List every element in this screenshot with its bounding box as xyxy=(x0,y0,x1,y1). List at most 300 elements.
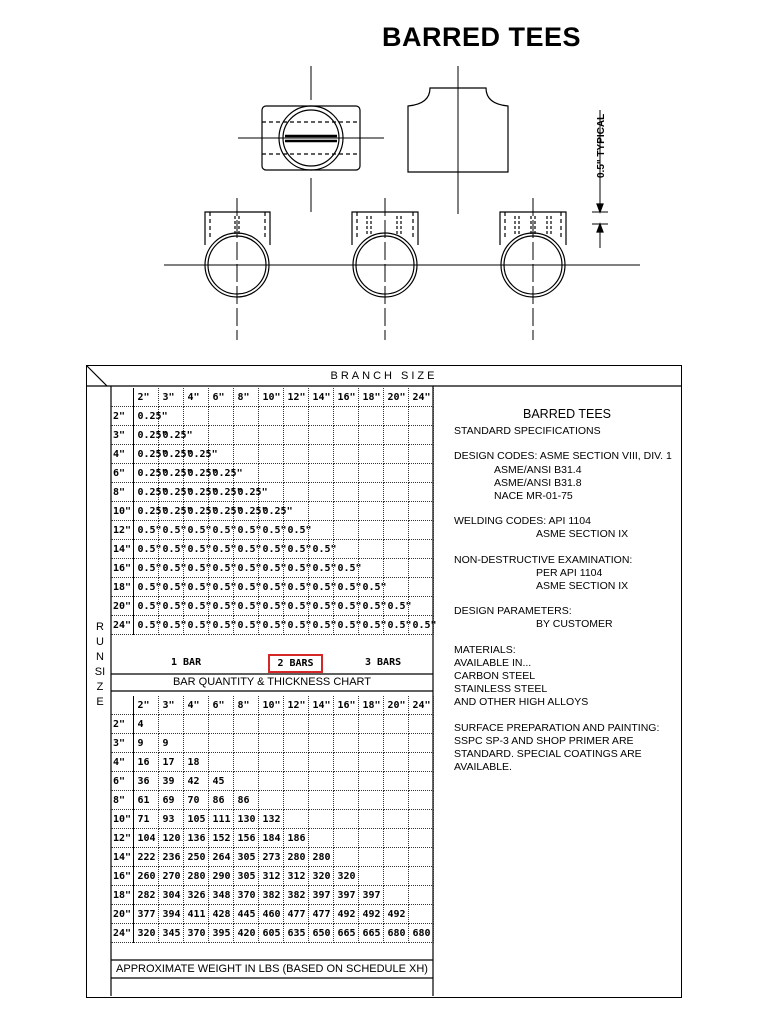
thickness-empty-cell xyxy=(358,502,383,521)
thickness-empty-cell xyxy=(333,464,358,483)
weight-empty-cell xyxy=(283,810,308,829)
weight-empty-cell xyxy=(408,791,433,810)
thickness-branch-size: 10" xyxy=(258,388,283,407)
thickness-cell: 0.25" xyxy=(208,483,233,502)
weight-branch-size: 18" xyxy=(358,696,383,715)
thickness-cell: 0.5" xyxy=(158,559,183,578)
weight-empty-cell xyxy=(383,867,408,886)
thickness-empty-cell xyxy=(408,559,433,578)
thickness-empty-cell xyxy=(308,426,333,445)
thickness-cell: 0.5" xyxy=(283,616,308,635)
weight-empty-cell xyxy=(408,772,433,791)
spec-title: BARRED TEES xyxy=(523,407,611,421)
weight-row xyxy=(111,867,433,886)
spec-notes xyxy=(454,386,680,786)
weight-cell: 290 xyxy=(208,867,233,886)
typical-note: 0.5" TYPICAL xyxy=(596,113,607,178)
weight-empty-cell xyxy=(358,715,383,734)
thickness-cell: 0.5" xyxy=(233,578,258,597)
thickness-empty-cell xyxy=(383,407,408,426)
weight-branch-size: 4" xyxy=(183,696,208,715)
thickness-cell: 0.5" xyxy=(258,540,283,559)
weight-corner xyxy=(111,696,133,715)
thickness-branch-size: 16" xyxy=(333,388,358,407)
weight-cell: 222 xyxy=(133,848,158,867)
thickness-cell: 0.5" xyxy=(283,597,308,616)
thickness-empty-cell xyxy=(333,502,358,521)
weight-empty-cell xyxy=(233,734,258,753)
thickness-empty-cell xyxy=(183,407,208,426)
thickness-empty-cell xyxy=(408,578,433,597)
weight-cell: 104 xyxy=(133,829,158,848)
thickness-caption: BAR QUANTITY & THICKNESS CHART xyxy=(172,676,372,688)
thickness-run-size: 20" xyxy=(111,597,133,616)
weight-empty-cell xyxy=(383,734,408,753)
thickness-branch-size: 20" xyxy=(383,388,408,407)
weight-cell: 18 xyxy=(183,753,208,772)
thickness-cell: 0.5" xyxy=(258,578,283,597)
thickness-branch-size: 4" xyxy=(183,388,208,407)
weight-cell: 370 xyxy=(233,886,258,905)
thickness-cell: 0.5" xyxy=(158,540,183,559)
thickness-row xyxy=(111,483,433,502)
thickness-cell: 0.5" xyxy=(333,559,358,578)
weight-cell: 105 xyxy=(183,810,208,829)
weight-cell: 312 xyxy=(258,867,283,886)
thickness-cell: 0.5" xyxy=(358,597,383,616)
thickness-empty-cell xyxy=(408,445,433,464)
thickness-cell: 0.5" xyxy=(283,540,308,559)
thickness-run-size: 8" xyxy=(111,483,133,502)
thickness-empty-cell xyxy=(233,426,258,445)
weight-empty-cell xyxy=(383,772,408,791)
weight-empty-cell xyxy=(333,829,358,848)
weight-empty-cell xyxy=(308,715,333,734)
weight-cell: 477 xyxy=(308,905,333,924)
thickness-branch-size: 24" xyxy=(408,388,433,407)
weight-cell: 605 xyxy=(258,924,283,943)
bar-count-1: 1 BAR xyxy=(171,657,202,668)
thickness-empty-cell xyxy=(258,445,283,464)
weight-empty-cell xyxy=(333,772,358,791)
design-codes: DESIGN CODES: ASME SECTION VIII, DIV. 1 ASME/ANSI B31.4 ASME/ANSI B31.8 NACE MR-01-75 xyxy=(454,450,672,503)
weight-cell: 680 xyxy=(408,924,433,943)
weight-branch-size: 24" xyxy=(408,696,433,715)
weight-run-size: 18" xyxy=(111,886,133,905)
weight-empty-cell xyxy=(233,772,258,791)
branch-size-header: BRANCH SIZE xyxy=(330,370,438,382)
weight-empty-cell xyxy=(283,791,308,810)
weight-cell: 250 xyxy=(183,848,208,867)
thickness-corner xyxy=(111,388,133,407)
weight-cell: 184 xyxy=(258,829,283,848)
thickness-cell: 0.5" xyxy=(133,521,158,540)
thickness-empty-cell xyxy=(233,445,258,464)
weight-branch-size: 8" xyxy=(233,696,258,715)
weight-empty-cell xyxy=(283,753,308,772)
standard-specs: STANDARD SPECIFICATIONS xyxy=(454,425,601,438)
weight-empty-cell xyxy=(408,867,433,886)
weight-cell: 132 xyxy=(258,810,283,829)
thickness-cell: 0.5" xyxy=(308,540,333,559)
thickness-cell: 0.5" xyxy=(283,521,308,540)
end-view-3-bars xyxy=(500,198,566,340)
thickness-cell: 0.25" xyxy=(133,464,158,483)
weight-cell: 61 xyxy=(133,791,158,810)
weight-table xyxy=(111,696,434,943)
thickness-cell: 0.5" xyxy=(158,616,183,635)
weight-cell: 36 xyxy=(133,772,158,791)
thickness-row xyxy=(111,502,433,521)
bar-count-2: 2 BARS xyxy=(268,654,323,673)
weight-empty-cell xyxy=(283,715,308,734)
thickness-cell: 0.25" xyxy=(133,445,158,464)
thickness-cell: 0.5" xyxy=(183,559,208,578)
thickness-cell: 0.5" xyxy=(133,559,158,578)
thickness-empty-cell xyxy=(383,559,408,578)
thickness-empty-cell xyxy=(308,483,333,502)
weight-run-size: 3" xyxy=(111,734,133,753)
weight-cell: 280 xyxy=(183,867,208,886)
weight-cell: 264 xyxy=(208,848,233,867)
weight-empty-cell xyxy=(358,753,383,772)
thickness-cell: 0.5" xyxy=(308,616,333,635)
thickness-row xyxy=(111,426,433,445)
thickness-cell: 0.25" xyxy=(183,483,208,502)
weight-cell: 93 xyxy=(158,810,183,829)
thickness-run-size: 2" xyxy=(111,407,133,426)
thickness-empty-cell xyxy=(383,578,408,597)
weight-row xyxy=(111,905,433,924)
weight-row xyxy=(111,810,433,829)
weight-empty-cell xyxy=(333,810,358,829)
weight-row xyxy=(111,772,433,791)
thickness-empty-cell xyxy=(283,445,308,464)
thickness-cell: 0.5" xyxy=(208,616,233,635)
thickness-cell: 0.5" xyxy=(383,597,408,616)
weight-empty-cell xyxy=(408,848,433,867)
thickness-cell: 0.5" xyxy=(233,597,258,616)
thickness-empty-cell xyxy=(333,483,358,502)
weight-run-size: 20" xyxy=(111,905,133,924)
thickness-cell: 0.25" xyxy=(158,483,183,502)
thickness-cell: 0.25" xyxy=(233,502,258,521)
thickness-cell: 0.5" xyxy=(233,559,258,578)
thickness-empty-cell xyxy=(308,464,333,483)
thickness-cell: 0.5" xyxy=(358,578,383,597)
weight-empty-cell xyxy=(308,810,333,829)
thickness-empty-cell xyxy=(358,521,383,540)
weight-cell: 280 xyxy=(308,848,333,867)
weight-empty-cell xyxy=(408,810,433,829)
weight-cell: 320 xyxy=(308,867,333,886)
weight-cell: 136 xyxy=(183,829,208,848)
bar-count-3: 3 BARS xyxy=(365,657,402,668)
thickness-cell: 0.5" xyxy=(133,616,158,635)
weight-empty-cell xyxy=(358,810,383,829)
weight-cell: 130 xyxy=(233,810,258,829)
thickness-run-size: 10" xyxy=(111,502,133,521)
thickness-cell: 0.5" xyxy=(333,578,358,597)
weight-cell: 326 xyxy=(183,886,208,905)
thickness-cell: 0.5" xyxy=(358,616,383,635)
weight-cell: 397 xyxy=(333,886,358,905)
weight-cell: 120 xyxy=(158,829,183,848)
thickness-run-size: 18" xyxy=(111,578,133,597)
weight-cell: 370 xyxy=(183,924,208,943)
thickness-cell: 0.5" xyxy=(183,578,208,597)
thickness-empty-cell xyxy=(408,426,433,445)
weight-cell: 305 xyxy=(233,848,258,867)
thickness-header-row xyxy=(111,388,433,407)
weight-cell: 304 xyxy=(158,886,183,905)
weight-cell: 69 xyxy=(158,791,183,810)
weight-cell: 492 xyxy=(383,905,408,924)
thickness-cell: 0.25" xyxy=(158,502,183,521)
weight-cell: 270 xyxy=(158,867,183,886)
weight-cell: 280 xyxy=(283,848,308,867)
thickness-empty-cell xyxy=(358,407,383,426)
weight-empty-cell xyxy=(358,829,383,848)
thickness-cell: 0.5" xyxy=(283,578,308,597)
weight-empty-cell xyxy=(383,791,408,810)
weight-cell: 186 xyxy=(283,829,308,848)
thickness-empty-cell xyxy=(283,464,308,483)
thickness-row xyxy=(111,559,433,578)
thickness-cell: 0.5" xyxy=(258,521,283,540)
thickness-empty-cell xyxy=(283,483,308,502)
thickness-empty-cell xyxy=(358,445,383,464)
side-view xyxy=(388,66,508,214)
weight-cell: 312 xyxy=(283,867,308,886)
weight-cell: 70 xyxy=(183,791,208,810)
weight-header-row xyxy=(111,696,433,715)
thickness-empty-cell xyxy=(383,521,408,540)
thickness-cell: 0.5" xyxy=(158,578,183,597)
weight-cell: 42 xyxy=(183,772,208,791)
thickness-run-size: 16" xyxy=(111,559,133,578)
thickness-empty-cell xyxy=(383,540,408,559)
thickness-row xyxy=(111,464,433,483)
weight-cell: 4 xyxy=(133,715,158,734)
thickness-branch-size: 18" xyxy=(358,388,383,407)
weight-run-size: 6" xyxy=(111,772,133,791)
thickness-cell: 0.5" xyxy=(208,559,233,578)
thickness-empty-cell xyxy=(383,502,408,521)
weight-cell: 152 xyxy=(208,829,233,848)
weight-branch-size: 2" xyxy=(133,696,158,715)
thickness-branch-size: 2" xyxy=(133,388,158,407)
weight-empty-cell xyxy=(358,734,383,753)
weight-cell: 9 xyxy=(133,734,158,753)
thickness-cell: 0.5" xyxy=(208,540,233,559)
thickness-empty-cell xyxy=(358,464,383,483)
weight-run-size: 10" xyxy=(111,810,133,829)
thickness-empty-cell xyxy=(208,407,233,426)
weight-run-size: 14" xyxy=(111,848,133,867)
weight-cell: 477 xyxy=(283,905,308,924)
design-parameters: DESIGN PARAMETERS: BY CUSTOMER xyxy=(454,605,613,631)
weight-cell: 345 xyxy=(158,924,183,943)
weight-empty-cell xyxy=(333,753,358,772)
weight-empty-cell xyxy=(383,715,408,734)
thickness-empty-cell xyxy=(333,426,358,445)
weight-cell: 382 xyxy=(283,886,308,905)
weight-caption: APPROXIMATE WEIGHT IN LBS (BASED ON SCHEDULE XH) xyxy=(116,963,428,975)
thickness-cell: 0.25" xyxy=(183,445,208,464)
thickness-empty-cell xyxy=(383,445,408,464)
weight-cell: 71 xyxy=(133,810,158,829)
thickness-branch-size: 3" xyxy=(158,388,183,407)
weight-empty-cell xyxy=(308,753,333,772)
thickness-empty-cell xyxy=(358,540,383,559)
weight-cell: 320 xyxy=(333,867,358,886)
thickness-empty-cell xyxy=(383,464,408,483)
weight-cell: 39 xyxy=(158,772,183,791)
weight-empty-cell xyxy=(183,734,208,753)
thickness-cell: 0.25" xyxy=(133,407,158,426)
thickness-branch-size: 14" xyxy=(308,388,333,407)
weight-cell: 273 xyxy=(258,848,283,867)
thickness-cell: 0.5" xyxy=(233,521,258,540)
weight-empty-cell xyxy=(258,734,283,753)
plan-view xyxy=(238,66,384,212)
weight-cell: 665 xyxy=(358,924,383,943)
thickness-empty-cell xyxy=(408,597,433,616)
thickness-empty-cell xyxy=(308,502,333,521)
thickness-cell: 0.5" xyxy=(258,616,283,635)
thickness-table xyxy=(111,388,437,635)
weight-empty-cell xyxy=(383,886,408,905)
thickness-cell: 0.5" xyxy=(208,578,233,597)
weight-cell: 9 xyxy=(158,734,183,753)
weight-row xyxy=(111,848,433,867)
thickness-cell: 0.5" xyxy=(283,559,308,578)
thickness-empty-cell xyxy=(208,426,233,445)
weight-cell: 420 xyxy=(233,924,258,943)
weight-empty-cell xyxy=(158,715,183,734)
barred-tee-drawing xyxy=(0,0,768,360)
weight-empty-cell xyxy=(308,829,333,848)
weight-cell: 156 xyxy=(233,829,258,848)
weight-run-size: 12" xyxy=(111,829,133,848)
thickness-cell: 0.5" xyxy=(333,597,358,616)
weight-branch-size: 20" xyxy=(383,696,408,715)
thickness-row xyxy=(111,578,433,597)
weight-empty-cell xyxy=(358,772,383,791)
thickness-empty-cell xyxy=(408,521,433,540)
weight-cell: 305 xyxy=(233,867,258,886)
weight-cell: 680 xyxy=(383,924,408,943)
weight-empty-cell xyxy=(408,829,433,848)
thickness-cell: 0.25" xyxy=(133,426,158,445)
weight-cell: 394 xyxy=(158,905,183,924)
thickness-cell: 0.5" xyxy=(308,559,333,578)
weight-cell: 635 xyxy=(283,924,308,943)
thickness-empty-cell xyxy=(283,426,308,445)
materials: MATERIALS: AVAILABLE IN... CARBON STEEL STAINLESS STEEL AND OTHER HIGH ALLOYS xyxy=(454,643,589,709)
thickness-empty-cell xyxy=(258,407,283,426)
thickness-cell: 0.5" xyxy=(233,540,258,559)
weight-empty-cell xyxy=(283,734,308,753)
thickness-row xyxy=(111,445,433,464)
weight-row xyxy=(111,924,433,943)
weight-branch-size: 16" xyxy=(333,696,358,715)
weight-cell: 377 xyxy=(133,905,158,924)
thickness-cell: 0.25" xyxy=(208,464,233,483)
weight-empty-cell xyxy=(333,715,358,734)
weight-empty-cell xyxy=(258,772,283,791)
weight-empty-cell xyxy=(208,734,233,753)
thickness-empty-cell xyxy=(333,445,358,464)
thickness-empty-cell xyxy=(408,464,433,483)
thickness-run-size: 3" xyxy=(111,426,133,445)
weight-empty-cell xyxy=(208,715,233,734)
weight-branch-size: 10" xyxy=(258,696,283,715)
thickness-cell: 0.25" xyxy=(208,502,233,521)
weight-run-size: 24" xyxy=(111,924,133,943)
thickness-run-size: 12" xyxy=(111,521,133,540)
thickness-cell: 0.5" xyxy=(383,616,408,635)
weight-empty-cell xyxy=(383,848,408,867)
thickness-cell: 0.25" xyxy=(158,426,183,445)
thickness-empty-cell xyxy=(358,426,383,445)
thickness-cell: 0.5" xyxy=(158,521,183,540)
weight-cell: 382 xyxy=(258,886,283,905)
spec-sheet xyxy=(86,365,682,998)
weight-cell: 428 xyxy=(208,905,233,924)
thickness-empty-cell xyxy=(408,407,433,426)
weight-empty-cell xyxy=(283,772,308,791)
weight-cell: 282 xyxy=(133,886,158,905)
thickness-cell: 0.25" xyxy=(183,464,208,483)
thickness-cell: 0.25" xyxy=(183,502,208,521)
thickness-empty-cell xyxy=(333,521,358,540)
weight-empty-cell xyxy=(333,848,358,867)
thickness-row xyxy=(111,616,433,635)
weight-empty-cell xyxy=(233,753,258,772)
thickness-cell: 0.5" xyxy=(133,540,158,559)
weight-empty-cell xyxy=(258,791,283,810)
weight-cell: 45 xyxy=(208,772,233,791)
weight-empty-cell xyxy=(408,715,433,734)
thickness-empty-cell xyxy=(358,559,383,578)
weight-empty-cell xyxy=(408,753,433,772)
thickness-cell: 0.5" xyxy=(133,597,158,616)
weight-cell: 397 xyxy=(358,886,383,905)
thickness-cell: 0.5" xyxy=(158,597,183,616)
weight-cell: 86 xyxy=(208,791,233,810)
thickness-run-size: 6" xyxy=(111,464,133,483)
thickness-empty-cell xyxy=(308,407,333,426)
thickness-empty-cell xyxy=(408,483,433,502)
page-title: BARRED TEES xyxy=(382,22,582,52)
thickness-empty-cell xyxy=(408,502,433,521)
weight-empty-cell xyxy=(383,810,408,829)
thickness-row xyxy=(111,597,433,616)
weight-cell: 16 xyxy=(133,753,158,772)
weight-empty-cell xyxy=(183,715,208,734)
thickness-cell: 0.25" xyxy=(158,464,183,483)
thickness-empty-cell xyxy=(258,426,283,445)
weight-empty-cell xyxy=(308,772,333,791)
thickness-cell: 0.5" xyxy=(183,540,208,559)
weight-empty-cell xyxy=(308,791,333,810)
weight-cell: 492 xyxy=(333,905,358,924)
thickness-empty-cell xyxy=(233,407,258,426)
weight-cell: 320 xyxy=(133,924,158,943)
thickness-row xyxy=(111,407,433,426)
